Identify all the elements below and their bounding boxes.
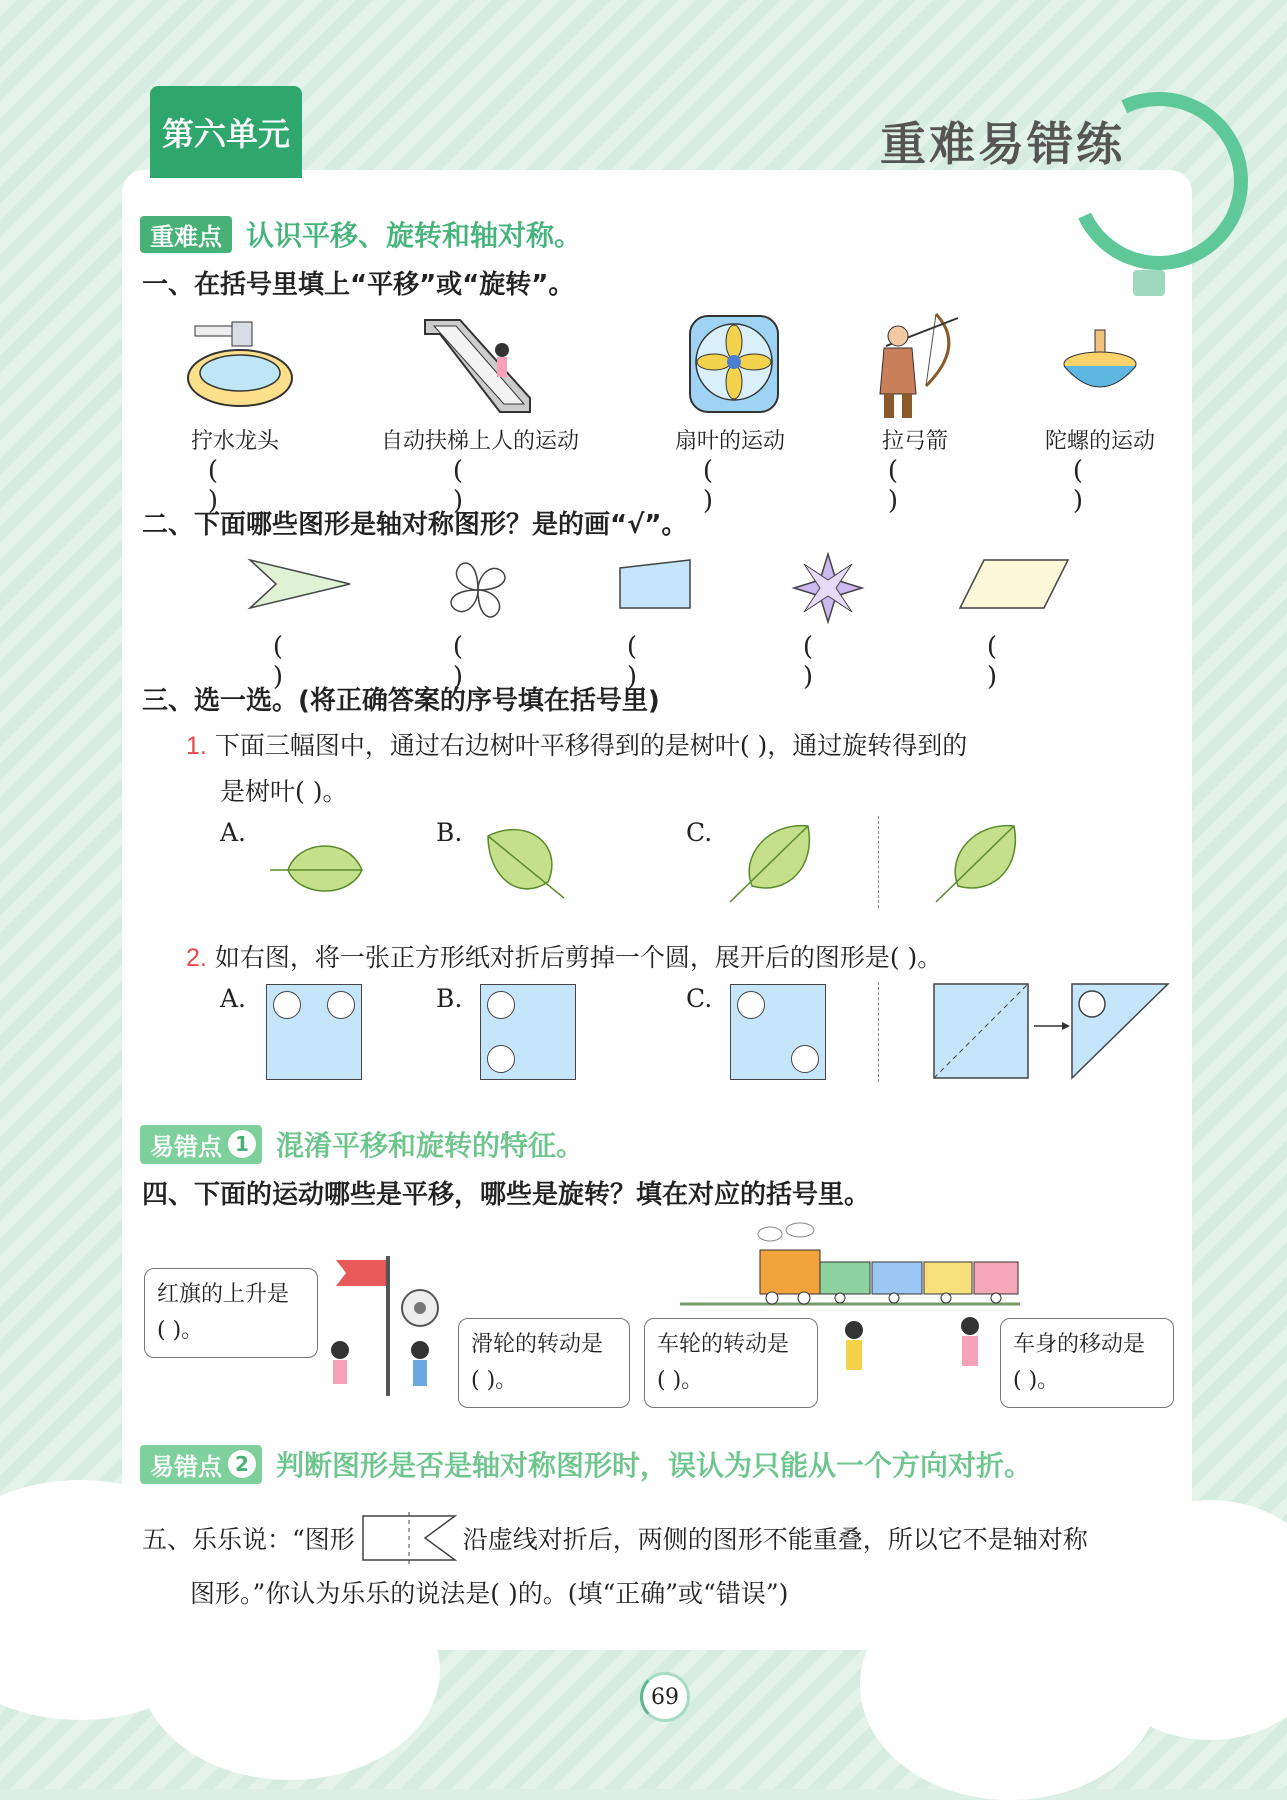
answer-blank[interactable]: ( ) bbox=[802, 632, 858, 692]
q1-label-top: 陀螺的运动 bbox=[1044, 429, 1155, 454]
speech-bubble-wheel bbox=[644, 1318, 818, 1408]
bubble-text: 车轮的转动是 bbox=[657, 1332, 790, 1357]
circle-hole bbox=[327, 991, 355, 1019]
fold-diagram bbox=[930, 982, 1170, 1082]
answer-blank[interactable]: ( ) bbox=[887, 456, 943, 516]
q3-part1-text: 下面三幅图中，通过右边树叶平移得到的是树叶( )，通过旋转得到的 bbox=[214, 731, 968, 760]
speech-bubble-pulley bbox=[458, 1318, 630, 1408]
flag-pulley-illustration bbox=[300, 1250, 460, 1400]
q3-part1-number: 1. bbox=[186, 732, 207, 760]
option-b-label: B. bbox=[436, 984, 463, 1013]
square-option-a bbox=[266, 984, 362, 1080]
section-topic: 判断图形是否是轴对称图形时，误认为只能从一个方向对折。 bbox=[276, 1449, 1033, 1482]
pinwheel-shape bbox=[440, 552, 516, 628]
q1-label-escalator: 自动扶梯上人的运动 bbox=[380, 429, 579, 454]
bubble-text: 红旗的上升是 bbox=[157, 1282, 290, 1307]
balloon-basket-decoration bbox=[1133, 270, 1165, 296]
answer-blank[interactable]: ( ) bbox=[626, 632, 682, 692]
answer-blank[interactable]: ( ) bbox=[207, 456, 263, 516]
answer-blank[interactable]: ( )。 bbox=[471, 1368, 518, 1393]
q3-part2-number: 2. bbox=[186, 944, 207, 972]
question-5-line2: 图形。”你认为乐乐的说法是( )的。(填“正确”或“错误”) bbox=[190, 1579, 789, 1608]
q1-label-fan: 扇叶的运动 bbox=[674, 429, 785, 454]
q5-text-a: 五、乐乐说：“图形 bbox=[142, 1525, 355, 1554]
bubble-text: 滑轮的转动是 bbox=[471, 1332, 604, 1357]
option-a-label: A. bbox=[220, 984, 247, 1013]
archer-illustration bbox=[866, 306, 966, 424]
trapezoid-shape bbox=[614, 556, 694, 612]
question-4-title: 四、下面的运动哪些是平移，哪些是旋转？填在对应的括号里。 bbox=[142, 1180, 871, 1210]
section-header-error-1 bbox=[140, 1124, 584, 1164]
q5-text-b: 沿虚线对折后，两侧的图形不能重叠，所以它不是轴对称 bbox=[462, 1525, 1088, 1554]
speech-bubble-carriage bbox=[1000, 1318, 1174, 1408]
leaf-a-icon bbox=[268, 834, 368, 904]
notched-shape bbox=[361, 1512, 457, 1564]
divider bbox=[878, 816, 879, 908]
fan-illustration bbox=[684, 312, 784, 420]
answer-blank[interactable]: ( )。 bbox=[157, 1318, 204, 1343]
section-header-error-2 bbox=[140, 1444, 1032, 1484]
q3-part2-text: 如右图，将一张正方形纸对折后剪掉一个圆，展开后的图形是( )。 bbox=[214, 943, 943, 972]
page-title: 重难易错练 bbox=[880, 117, 1125, 171]
answer-blank[interactable]: ( ) bbox=[452, 456, 508, 516]
q3-part2-line bbox=[186, 938, 942, 974]
answer-blank[interactable]: ( ) bbox=[986, 632, 1042, 692]
option-b-label: B. bbox=[436, 818, 463, 847]
parallelogram-shape bbox=[956, 556, 1072, 612]
answer-blank[interactable]: ( )。 bbox=[657, 1368, 704, 1393]
section-tag: 易错点 2 bbox=[140, 1445, 262, 1484]
faucet-illustration bbox=[180, 318, 300, 413]
circle-hole bbox=[737, 991, 765, 1019]
leaf-c-icon bbox=[728, 816, 818, 906]
circle-hole bbox=[487, 1045, 515, 1073]
question-2-title: 二、下面哪些图形是轴对称图形？是的画“√”。 bbox=[142, 510, 688, 540]
spinning-top-illustration bbox=[1060, 328, 1140, 404]
q3-part1-line2: 是树叶( )。 bbox=[220, 777, 348, 806]
leaf-b-icon bbox=[478, 816, 568, 906]
star-shape bbox=[790, 550, 866, 626]
unit-tab: 第六单元 bbox=[150, 86, 302, 178]
arrow-shape bbox=[240, 556, 360, 612]
escalator-illustration bbox=[420, 312, 540, 417]
circle-hole bbox=[791, 1045, 819, 1073]
q1-label-arrow: 拉弓箭 bbox=[881, 429, 948, 454]
answer-blank[interactable]: ( ) bbox=[272, 632, 328, 692]
reference-leaf-icon bbox=[934, 816, 1024, 906]
answer-blank[interactable]: ( ) bbox=[702, 456, 758, 516]
section-tag: 重难点 bbox=[140, 216, 232, 253]
q3-part1-line1 bbox=[186, 726, 967, 762]
speech-bubble-flag bbox=[144, 1268, 318, 1358]
option-c-label: C. bbox=[686, 984, 713, 1013]
section-topic: 混淆平移和旋转的特征。 bbox=[276, 1129, 585, 1162]
question-3-title: 三、选一选。(将正确答案的序号填在括号里) bbox=[142, 686, 660, 716]
option-c-label: C. bbox=[686, 818, 713, 847]
question-1-title: 一、在括号里填上“平移”或“旋转”。 bbox=[142, 270, 575, 300]
q1-label-faucet: 拧水龙头 bbox=[190, 429, 279, 454]
divider bbox=[878, 982, 879, 1082]
answer-blank[interactable]: ( )。 bbox=[1013, 1368, 1060, 1393]
section-tag: 易错点 1 bbox=[140, 1125, 262, 1164]
page-number: 69 bbox=[640, 1672, 690, 1722]
circle-hole bbox=[273, 991, 301, 1019]
question-5-line1 bbox=[142, 1512, 1088, 1564]
answer-blank[interactable]: ( ) bbox=[452, 632, 508, 692]
answer-blank[interactable]: ( ) bbox=[1072, 456, 1128, 516]
option-a-label: A. bbox=[220, 818, 247, 847]
bubble-text: 车身的移动是 bbox=[1013, 1332, 1146, 1357]
circle-hole bbox=[487, 991, 515, 1019]
square-option-b bbox=[480, 984, 576, 1080]
section-topic: 认识平移、旋转和轴对称。 bbox=[246, 219, 583, 252]
section-header-key bbox=[140, 214, 582, 254]
square-option-c bbox=[730, 984, 826, 1080]
